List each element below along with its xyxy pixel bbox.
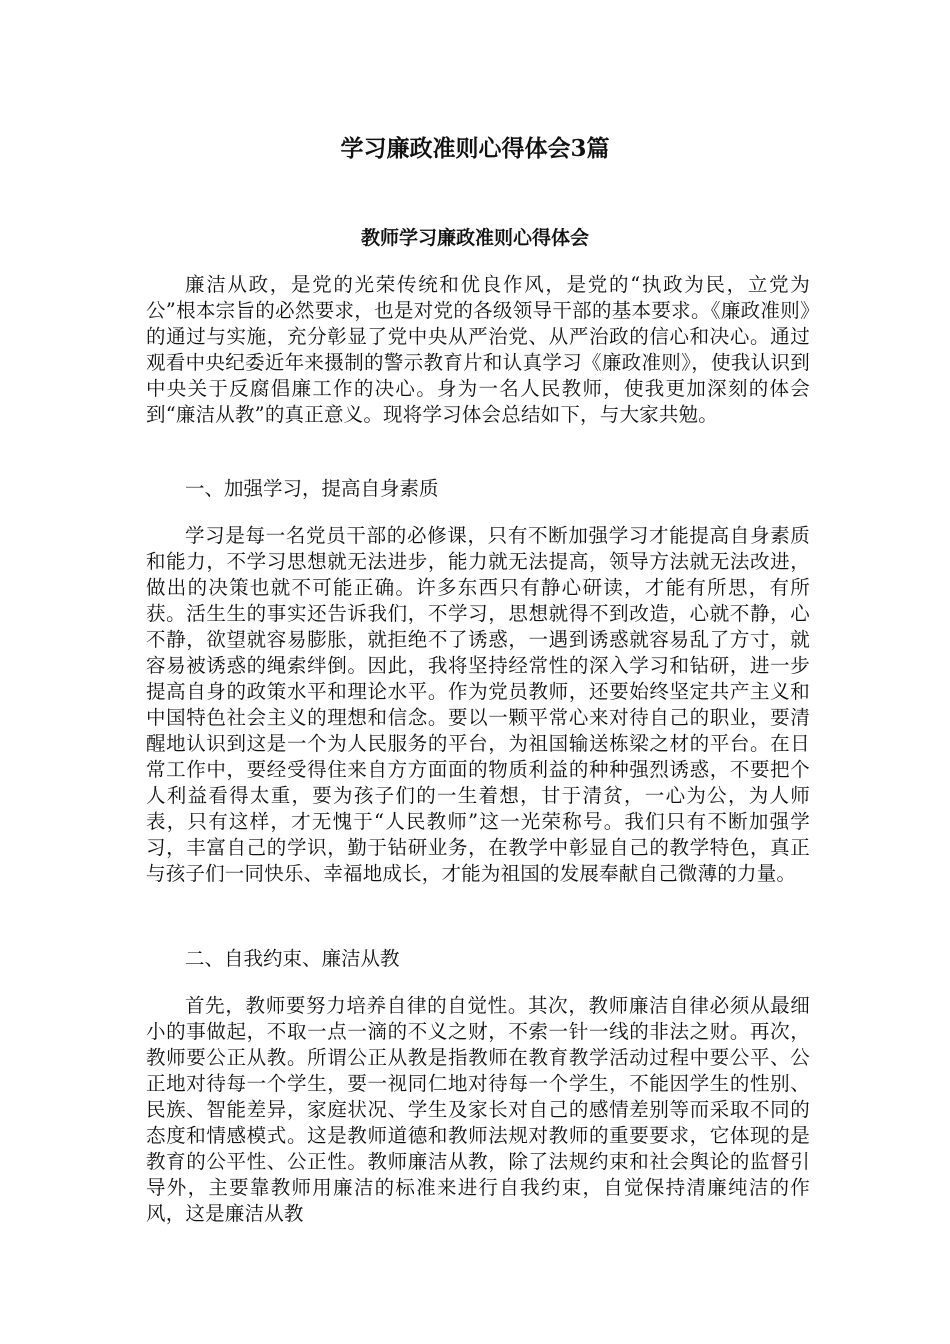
- section-heading-2: 二、自我约束、廉洁从教: [185, 947, 400, 970]
- document-subtitle: 教师学习廉政准则心得体会: [360, 227, 589, 249]
- paragraph-self-discipline: 首先，教师要努力培养自律的自觉性。其次，教师廉洁自律必须从最细小的事做起，不取一点一滴的不义之财，不索一针一线的非法之财。再次，教师要公正从教。所谓公正从教是指教师在教育教学活动过程中要公平、公正地对待每一个学生，要一视同仁地对待每一个学生，不能因学生的性别、民族、智能差异，家庭状况、学生及家长对自己的感情差别等而采取不同的态度和情感模式。这是教师道德和教师法规对教师的重要要求，它体现的是教育的公平性、公正性。教师廉洁从教，除了法规约束和社会舆论的监督引导外，主要靠教师用廉洁的标准来进行自我约束，自觉保持清廉纯洁的作风，这是廉洁从教: [146, 994, 810, 1225]
- paragraph-study: 学习是每一名党员干部的必修课，只有不断加强学习才能提高自身素质和能力，不学习思想就无法进步，能力就无法提高，领导方法就无法改进，做出的决策也就不可能正确。许多东西只有静心研读，才能有所思，有所获。活生生的事实还告诉我们，不学习，思想就得不到改造，心就不静，心不静，欲望就容易膨胀，就拒绝不了诱惑，一遇到诱惑就容易乱了方寸，就容易被诱惑的绳索绊倒。因此，我将坚持经常性的深入学习和钻研，进一步提高自身的政策水平和理论水平。作为党员教师，还要始终坚定共产主义和中国特色社会主义的理想和信念。要以一颗平常心来对待自己的职业，要清醒地认识到这是一个为人民服务的平台，为祖国输送栋梁之材的平台。在日常工作中，要经受得住来自方方面面的物质利益的种种强烈诱惑，不要把个人利益看得太重，要为孩子们的一生着想，甘于清贫，一心为公，为人师表，只有这样，才无愧于“人民教师”这一光荣称号。我们只有不断加强学习，丰富自己的学识，勤于钻研业务，在教学中彰显自己的教学特色，真正与孩子们一同快乐、幸福地成长，才能为祖国的发展奉献自己微薄的力量。: [146, 524, 810, 885]
- section-heading-1: 一、加强学习，提高自身素质: [185, 477, 439, 500]
- paragraph-intro: 廉洁从政，是党的光荣传统和优良作风，是党的“执政为民，立党为公”根本宗旨的必然要求，也是对党的各级领导干部的基本要求。《廉政准则》的通过与实施，充分彰显了党中央从严治党、从严治政的信心和决心。通过观看中央纪委近年来摄制的警示教育片和认真学习《廉政准则》，使我认识到中央关于反腐倡廉工作的决心。身为一名人民教师，使我更加深刻的体会到“廉洁从教”的真正意义。现将学习体会总结如下，与大家共勉。: [146, 273, 810, 426]
- document-title: 学习廉政准则心得体会3篇: [340, 135, 610, 162]
